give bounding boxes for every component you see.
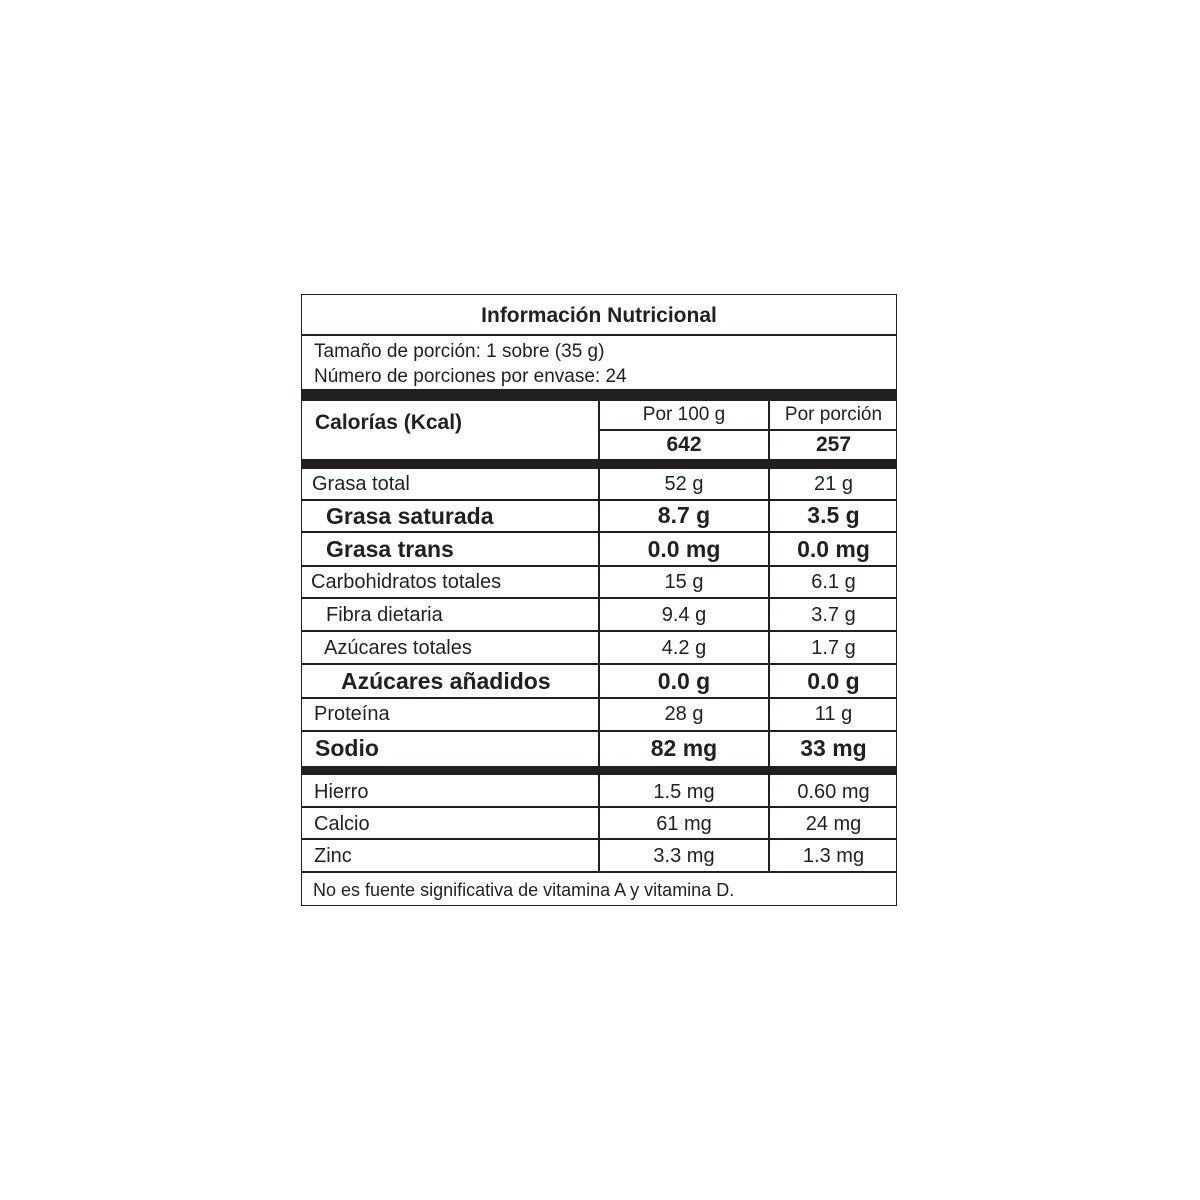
nutrient-perserving: 11 g (814, 703, 853, 725)
nutrient-name: Proteína (314, 703, 390, 725)
nutrient-name: Carbohidratos totales (311, 571, 502, 593)
nutrient-perserving: 6.1 g (811, 571, 856, 593)
mineral-name: Calcio (314, 813, 370, 835)
divider-thick (302, 459, 896, 469)
calories-label: Calorías (Kcal) (315, 411, 463, 434)
label-title: Información Nutricional (481, 304, 717, 327)
mineral-per100: 61 mg (656, 813, 712, 835)
nutrient-name: Grasa total (312, 473, 410, 495)
divider-thin (302, 871, 896, 873)
footnote: No es fuente significativa de vitamina A y vitamina D. (313, 880, 735, 900)
column-separator (768, 775, 770, 871)
nutrient-name: Azúcares añadidos (341, 668, 551, 694)
column-separator (598, 469, 600, 766)
nutrient-name: Sodio (315, 735, 379, 761)
divider-thick (302, 766, 896, 775)
nutrient-per100: 52 g (664, 473, 704, 495)
calories-per100: 642 (666, 433, 702, 456)
nutrient-perserving: 1.7 g (811, 637, 856, 659)
mineral-perserving: 1.3 mg (802, 845, 865, 867)
nutrient-per100: 15 g (664, 571, 704, 593)
col-header-per100: Por 100 g (642, 404, 726, 425)
nutrient-per100: 28 g (664, 703, 704, 725)
column-separator (598, 775, 600, 871)
mineral-per100: 3.3 mg (653, 845, 715, 867)
serving-size: Tamaño de porción: 1 sobre (35 g) (314, 341, 605, 362)
mineral-name: Zinc (314, 845, 352, 867)
divider-thin (598, 429, 896, 431)
nutrient-name: Azúcares totales (324, 637, 472, 659)
column-separator (768, 401, 770, 459)
nutrient-perserving: 0.0 g (807, 668, 860, 694)
calories-perserving: 257 (815, 433, 852, 456)
nutrient-per100: 0.0 mg (647, 536, 721, 562)
nutrient-per100: 4.2 g (661, 637, 707, 659)
nutrient-name: Grasa saturada (326, 503, 494, 529)
nutrient-perserving: 3.5 g (807, 502, 860, 528)
divider-thick (302, 389, 896, 401)
mineral-perserving: 0.60 mg (797, 781, 870, 803)
nutrient-per100: 8.7 g (657, 502, 711, 528)
nutrient-perserving: 33 mg (800, 735, 867, 761)
column-separator (598, 401, 600, 459)
nutrient-per100: 0.0 g (657, 668, 711, 694)
nutrient-per100: 9.4 g (661, 604, 707, 626)
nutrition-facts-label (301, 294, 897, 906)
nutrient-perserving: 3.7 g (811, 604, 856, 626)
nutrient-perserving: 0.0 mg (797, 536, 870, 562)
mineral-perserving: 24 mg (805, 813, 862, 835)
nutrient-perserving: 21 g (814, 473, 853, 495)
divider-thin (302, 334, 896, 336)
mineral-name: Hierro (314, 781, 369, 803)
column-separator (768, 469, 770, 766)
nutrient-name: Fibra dietaria (326, 604, 443, 626)
col-header-perserving: Por porción (784, 404, 883, 425)
servings-per-package: Número de porciones por envase: 24 (314, 366, 627, 387)
nutrient-per100: 82 mg (650, 735, 718, 761)
nutrient-name: Grasa trans (326, 536, 454, 562)
mineral-per100: 1.5 mg (653, 781, 715, 803)
